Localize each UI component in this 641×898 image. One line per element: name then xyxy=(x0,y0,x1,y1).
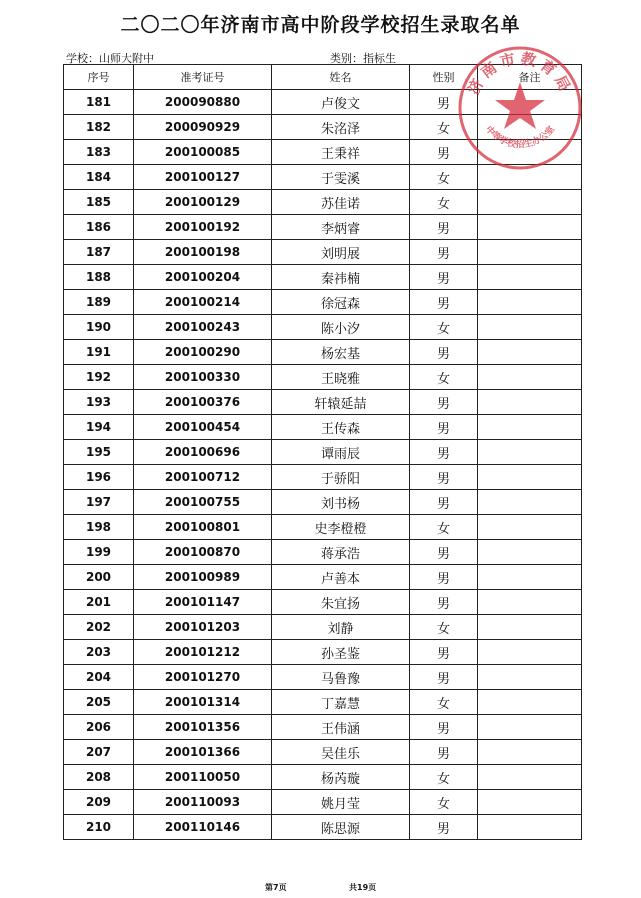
header-serial: 序号 xyxy=(64,65,134,90)
table-row xyxy=(64,465,582,490)
cell-name: 于骄阳 xyxy=(272,465,410,490)
cell-note xyxy=(478,790,582,815)
table-row xyxy=(64,390,582,415)
admission-table xyxy=(63,64,582,840)
table-row xyxy=(64,215,582,240)
cell-serial: 203 xyxy=(64,640,134,665)
cell-gender: 女 xyxy=(410,515,478,540)
table-row xyxy=(64,615,582,640)
table-row xyxy=(64,265,582,290)
cell-exam-id: 200110093 xyxy=(134,790,272,815)
cell-exam-id: 200100290 xyxy=(134,340,272,365)
cell-name: 刘书杨 xyxy=(272,490,410,515)
cell-gender: 女 xyxy=(410,365,478,390)
cell-serial: 197 xyxy=(64,490,134,515)
cell-name: 徐冠森 xyxy=(272,290,410,315)
header-note: 备注 xyxy=(478,65,582,90)
official-seal xyxy=(456,44,584,172)
cell-note xyxy=(478,615,582,640)
header-gender: 性别 xyxy=(410,65,478,90)
table-row xyxy=(64,315,582,340)
cell-gender: 男 xyxy=(410,340,478,365)
cell-gender: 男 xyxy=(410,415,478,440)
table-row xyxy=(64,365,582,390)
table-row xyxy=(64,740,582,765)
cell-note xyxy=(478,565,582,590)
cell-name: 卢俊文 xyxy=(272,90,410,115)
cell-serial: 207 xyxy=(64,740,134,765)
cell-exam-id: 200100454 xyxy=(134,415,272,440)
school-label: 学校：山师大附中 xyxy=(66,52,154,65)
cell-name: 李炳睿 xyxy=(272,215,410,240)
category-label: 类别：指标生 xyxy=(330,52,396,65)
cell-note xyxy=(478,190,582,215)
cell-name: 朱洺泽 xyxy=(272,115,410,140)
cell-gender: 男 xyxy=(410,715,478,740)
cell-serial: 185 xyxy=(64,190,134,215)
cell-gender: 男 xyxy=(410,490,478,515)
table-row xyxy=(64,515,582,540)
cell-name: 杨宏基 xyxy=(272,340,410,365)
cell-exam-id: 200100192 xyxy=(134,215,272,240)
cell-note xyxy=(478,815,582,840)
cell-gender: 男 xyxy=(410,640,478,665)
cell-serial: 193 xyxy=(64,390,134,415)
table-row xyxy=(64,765,582,790)
cell-exam-id: 200100376 xyxy=(134,390,272,415)
cell-serial: 190 xyxy=(64,315,134,340)
cell-gender: 男 xyxy=(410,590,478,615)
table-row xyxy=(64,290,582,315)
cell-name: 于雯溪 xyxy=(272,165,410,190)
table-row xyxy=(64,665,582,690)
cell-name: 吴佳乐 xyxy=(272,740,410,765)
cell-exam-id: 200110050 xyxy=(134,765,272,790)
cell-name: 苏佳诺 xyxy=(272,190,410,215)
cell-serial: 199 xyxy=(64,540,134,565)
table-row xyxy=(64,715,582,740)
cell-exam-id: 200110146 xyxy=(134,815,272,840)
cell-exam-id: 200100801 xyxy=(134,515,272,540)
cell-exam-id: 200100712 xyxy=(134,465,272,490)
cell-serial: 195 xyxy=(64,440,134,465)
cell-serial: 183 xyxy=(64,140,134,165)
cell-serial: 192 xyxy=(64,365,134,390)
table-row xyxy=(64,815,582,840)
cell-serial: 189 xyxy=(64,290,134,315)
cell-note xyxy=(478,440,582,465)
cell-exam-id: 200100870 xyxy=(134,540,272,565)
cell-name: 谭雨辰 xyxy=(272,440,410,465)
cell-gender: 男 xyxy=(410,540,478,565)
cell-exam-id: 200100755 xyxy=(134,490,272,515)
cell-note xyxy=(478,465,582,490)
cell-gender: 男 xyxy=(410,815,478,840)
cell-note xyxy=(478,740,582,765)
cell-gender: 男 xyxy=(410,240,478,265)
cell-name: 姚月莹 xyxy=(272,790,410,815)
cell-gender: 男 xyxy=(410,465,478,490)
cell-serial: 205 xyxy=(64,690,134,715)
cell-serial: 181 xyxy=(64,90,134,115)
table-body xyxy=(64,90,582,840)
cell-exam-id: 200101356 xyxy=(134,715,272,740)
table-row xyxy=(64,340,582,365)
cell-gender: 女 xyxy=(410,690,478,715)
table-row xyxy=(64,565,582,590)
cell-gender: 男 xyxy=(410,665,478,690)
cell-serial: 188 xyxy=(64,265,134,290)
cell-serial: 200 xyxy=(64,565,134,590)
cell-serial: 210 xyxy=(64,815,134,840)
cell-exam-id: 200100696 xyxy=(134,440,272,465)
table-row xyxy=(64,640,582,665)
table-row xyxy=(64,440,582,465)
cell-serial: 198 xyxy=(64,515,134,540)
cell-name: 王晓雅 xyxy=(272,365,410,390)
cell-note xyxy=(478,215,582,240)
cell-exam-id: 200101212 xyxy=(134,640,272,665)
table-row xyxy=(64,490,582,515)
cell-serial: 206 xyxy=(64,715,134,740)
cell-serial: 184 xyxy=(64,165,134,190)
table-row xyxy=(64,790,582,815)
cell-gender: 男 xyxy=(410,90,478,115)
cell-gender: 男 xyxy=(410,565,478,590)
cell-note xyxy=(478,240,582,265)
cell-note xyxy=(478,540,582,565)
cell-note xyxy=(478,765,582,790)
cell-note xyxy=(478,715,582,740)
cell-gender: 女 xyxy=(410,615,478,640)
document-title: 二〇二〇年济南市高中阶段学校招生录取名单 xyxy=(120,14,521,36)
cell-note xyxy=(478,490,582,515)
cell-serial: 187 xyxy=(64,240,134,265)
cell-exam-id: 200100204 xyxy=(134,265,272,290)
page-total: 共19页 xyxy=(349,883,377,892)
cell-gender: 女 xyxy=(410,190,478,215)
cell-name: 陈小汐 xyxy=(272,315,410,340)
cell-gender: 男 xyxy=(410,265,478,290)
cell-serial: 201 xyxy=(64,590,134,615)
cell-serial: 202 xyxy=(64,615,134,640)
cell-name: 王传森 xyxy=(272,415,410,440)
cell-gender: 女 xyxy=(410,765,478,790)
cell-note xyxy=(478,315,582,340)
seal-star-icon xyxy=(495,82,545,129)
cell-exam-id: 200100129 xyxy=(134,190,272,215)
cell-gender: 男 xyxy=(410,440,478,465)
cell-name: 陈思源 xyxy=(272,815,410,840)
cell-serial: 182 xyxy=(64,115,134,140)
table-row xyxy=(64,590,582,615)
cell-name: 蒋承浩 xyxy=(272,540,410,565)
cell-exam-id: 200100127 xyxy=(134,165,272,190)
cell-gender: 男 xyxy=(410,140,478,165)
cell-serial: 194 xyxy=(64,415,134,440)
cell-serial: 196 xyxy=(64,465,134,490)
svg-text:济南市教育局: 济南市教育局 xyxy=(464,49,576,98)
cell-name: 卢善本 xyxy=(272,565,410,590)
cell-exam-id: 200101366 xyxy=(134,740,272,765)
cell-name: 秦祎楠 xyxy=(272,265,410,290)
cell-note xyxy=(478,665,582,690)
table-row xyxy=(64,240,582,265)
cell-exam-id: 200101270 xyxy=(134,665,272,690)
cell-name: 马鲁豫 xyxy=(272,665,410,690)
cell-name: 轩辕延喆 xyxy=(272,390,410,415)
cell-exam-id: 200100198 xyxy=(134,240,272,265)
cell-exam-id: 200101147 xyxy=(134,590,272,615)
cell-gender: 男 xyxy=(410,215,478,240)
cell-serial: 191 xyxy=(64,340,134,365)
cell-exam-id: 200100243 xyxy=(134,315,272,340)
cell-exam-id: 200100989 xyxy=(134,565,272,590)
cell-serial: 209 xyxy=(64,790,134,815)
cell-gender: 男 xyxy=(410,390,478,415)
cell-name: 孙圣鉴 xyxy=(272,640,410,665)
cell-name: 朱宜扬 xyxy=(272,590,410,615)
cell-note xyxy=(478,365,582,390)
cell-note xyxy=(478,690,582,715)
table-row xyxy=(64,540,582,565)
table-row xyxy=(64,690,582,715)
cell-serial: 186 xyxy=(64,215,134,240)
cell-exam-id: 200100214 xyxy=(134,290,272,315)
cell-exam-id: 200101203 xyxy=(134,615,272,640)
cell-gender: 女 xyxy=(410,790,478,815)
cell-name: 刘静 xyxy=(272,615,410,640)
cell-note xyxy=(478,515,582,540)
page-number: 第7页 xyxy=(265,883,287,892)
cell-name: 王秉祥 xyxy=(272,140,410,165)
cell-exam-id: 200101314 xyxy=(134,690,272,715)
header-name: 姓名 xyxy=(272,65,410,90)
cell-name: 王伟涵 xyxy=(272,715,410,740)
cell-exam-id: 200090880 xyxy=(134,90,272,115)
cell-note xyxy=(478,340,582,365)
cell-name: 丁嘉慧 xyxy=(272,690,410,715)
svg-text:中等学校招生办公室: 中等学校招生办公室 xyxy=(482,124,558,151)
cell-exam-id: 200090929 xyxy=(134,115,272,140)
cell-note xyxy=(478,390,582,415)
cell-note xyxy=(478,265,582,290)
cell-note xyxy=(478,640,582,665)
header-exam-id: 准考证号 xyxy=(134,65,272,90)
cell-gender: 男 xyxy=(410,740,478,765)
cell-exam-id: 200100085 xyxy=(134,140,272,165)
cell-gender: 女 xyxy=(410,315,478,340)
cell-serial: 204 xyxy=(64,665,134,690)
cell-name: 史李橙橙 xyxy=(272,515,410,540)
cell-name: 刘明展 xyxy=(272,240,410,265)
cell-gender: 男 xyxy=(410,290,478,315)
cell-name: 杨芮璇 xyxy=(272,765,410,790)
cell-exam-id: 200100330 xyxy=(134,365,272,390)
cell-note xyxy=(478,590,582,615)
cell-note xyxy=(478,290,582,315)
cell-note xyxy=(478,415,582,440)
cell-serial: 208 xyxy=(64,765,134,790)
cell-gender: 女 xyxy=(410,165,478,190)
table-row xyxy=(64,190,582,215)
cell-gender: 女 xyxy=(410,115,478,140)
table-row xyxy=(64,415,582,440)
